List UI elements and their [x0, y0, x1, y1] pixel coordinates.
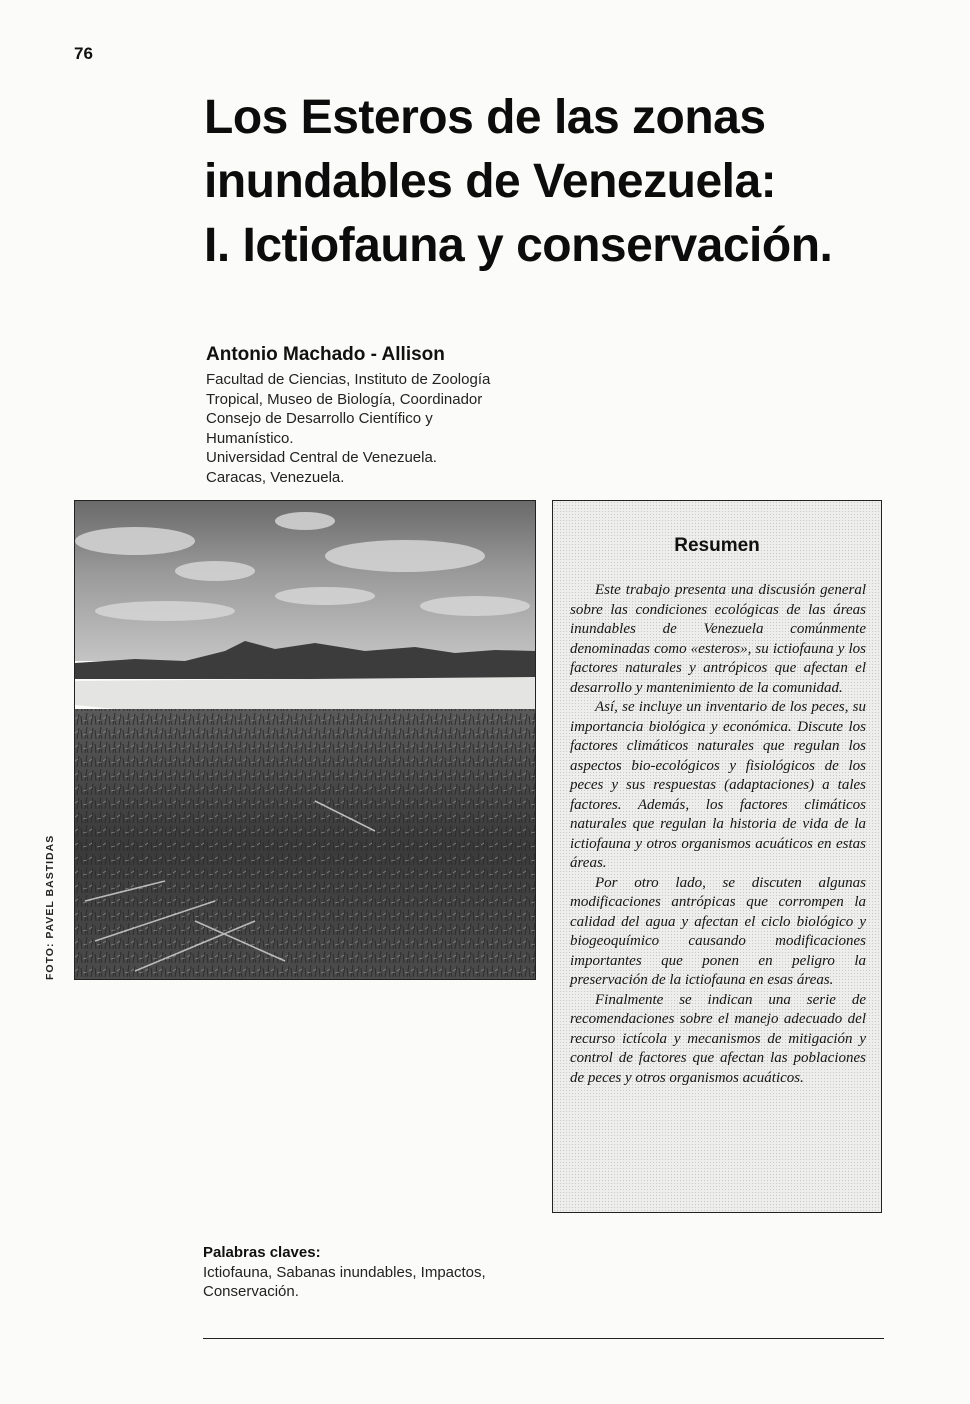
keywords-label: Palabras claves:: [203, 1244, 321, 1261]
abstract-paragraph: Finalmente se indican una serie de recomendaciones sobre el manejo adecuado del recurso ictícola y mecanismos de mitigación y control de factores que afectan las poblaciones de peces y otros organismos acuáticos.: [570, 991, 866, 1086]
page-number: 76: [74, 44, 93, 63]
title-line: Los Esteros de las zonas: [204, 91, 766, 144]
photo-credit: FOTO: PAVEL BASTIDAS: [44, 834, 56, 980]
keywords-line: Ictiofauna, Sabanas inundables, Impactos,: [203, 1264, 486, 1281]
author-name: Antonio Machado - Allison: [206, 344, 445, 365]
affiliation-line: Tropical, Museo de Biología, Coordinador: [206, 390, 483, 408]
author-block: [206, 344, 546, 488]
affiliation-line: Consejo de Desarrollo Científico y: [206, 410, 433, 428]
abstract-box: [552, 500, 882, 1213]
keywords-text: [203, 1263, 533, 1301]
abstract-paragraph: Por otro lado, se discuten algunas modificaciones antrópicas que corrompen la calidad del agua y afectan el ciclo biológico y biogeoquímico causando modificaciones importantes que ponen en peligro la preservación de la ictiofauna en esas áreas.: [570, 874, 866, 988]
affiliation-line: Caracas, Venezuela.: [206, 468, 345, 486]
bottom-rule: [203, 1338, 884, 1339]
title-line: I. Ictiofauna y conservación.: [204, 219, 833, 272]
article-title: [204, 86, 904, 278]
affiliation-line: Humanístico.: [206, 429, 294, 447]
abstract-body: [570, 581, 866, 1088]
affiliation-line: Universidad Central de Venezuela.: [206, 449, 437, 467]
author-affiliation: [206, 370, 546, 488]
wetland-photo: [74, 500, 536, 980]
affiliation-line: Facultad de Ciencias, Instituto de Zoología: [206, 371, 491, 388]
keywords-line: Conservación.: [203, 1283, 299, 1300]
keywords-block: [203, 1244, 533, 1301]
abstract-heading: Resumen: [674, 535, 760, 556]
title-line: inundables de Venezuela:: [204, 155, 777, 208]
abstract-paragraph: Este trabajo presenta una discusión general sobre las condiciones ecológicas de las áreas inundables de Venezuela comúnmente denominadas como «esteros», su ictiofauna y los factores naturales y antrópicos que afectan el desarrollo y mantenimiento de la comunidad.: [570, 582, 866, 696]
abstract-paragraph: Así, se incluye un inventario de los peces, su importancia biológica y económica. Discute los factores climáticos naturales que regulan los aspectos bio-ecológicos y fisiológicos de los peces y sus respuestas (adaptaciones) a tales factores. Además, los factores climáticos naturales que regulan la historia de vida de la ictiofauna y otros organismos acuáticos en estas áreas.: [570, 699, 866, 871]
